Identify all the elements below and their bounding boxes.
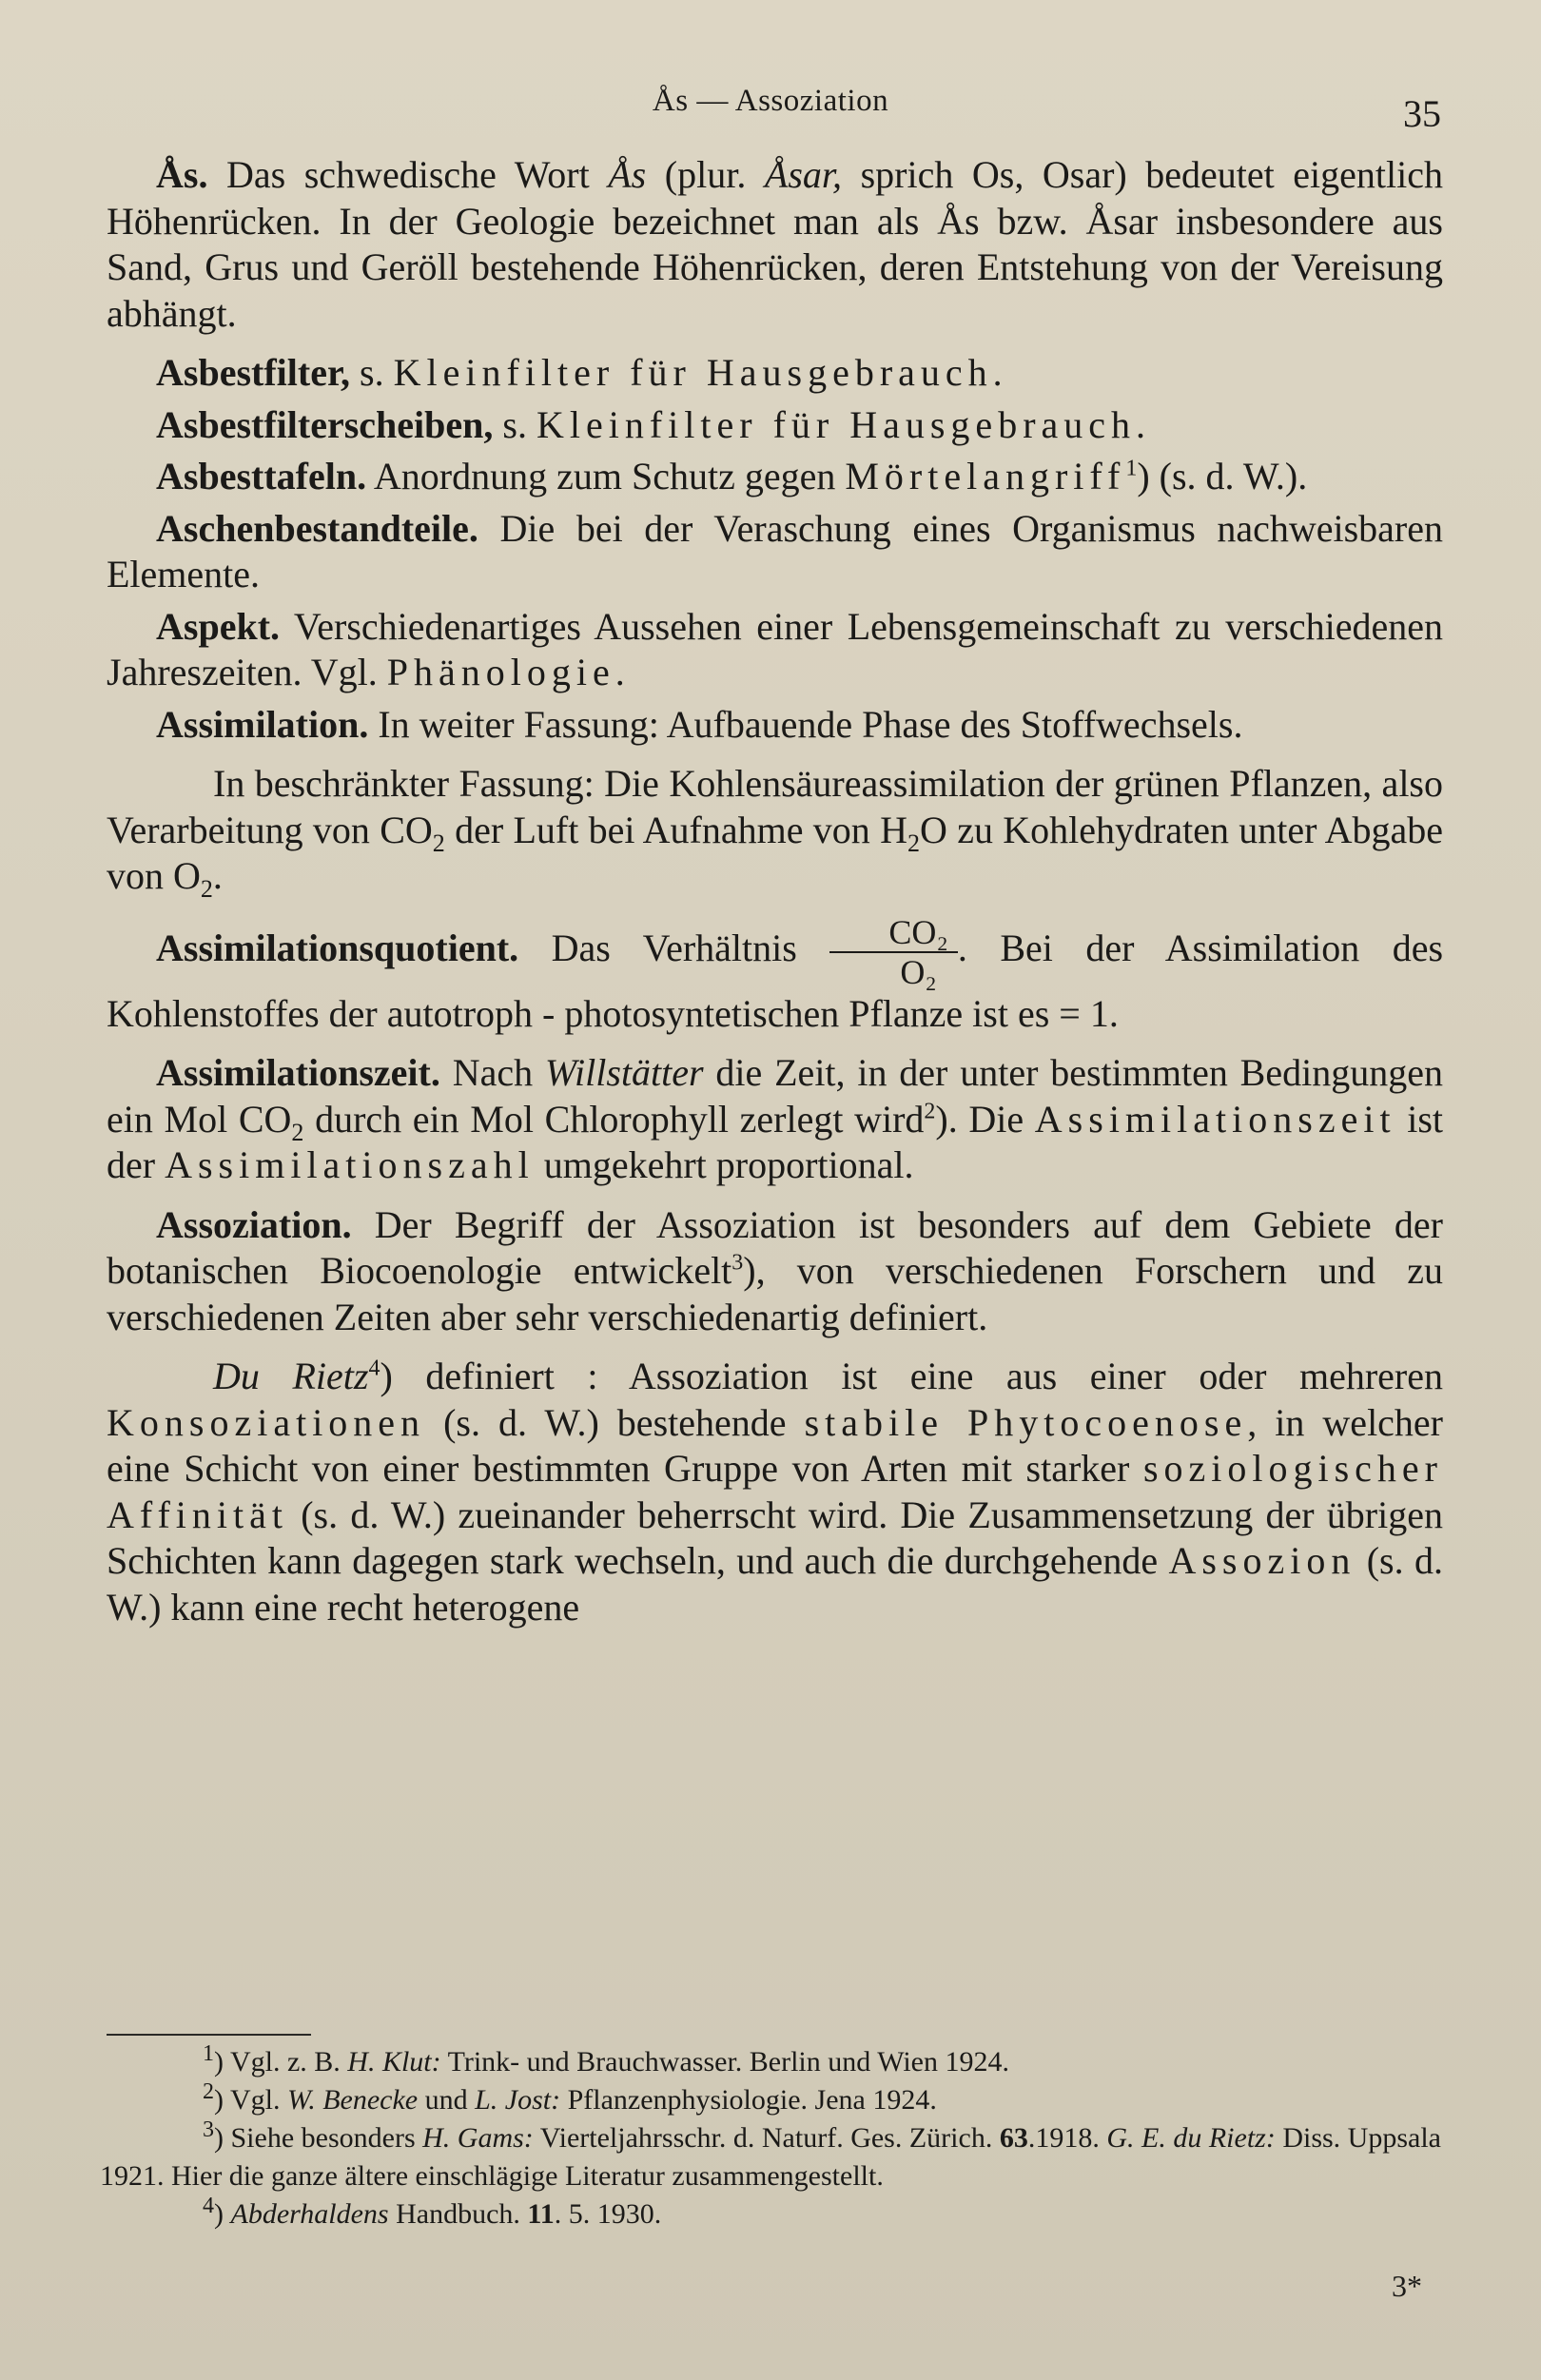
entry-term: Assimilationsquotient. [156, 926, 519, 969]
signature-mark: 3* [1392, 2269, 1422, 2303]
entry-as: Ås. Das schwedische Wort Ås (plur. Åsar, sprich Os, Osar) bedeutet eigentlich Höhenrücken. In der Geologie bezeichnet man als Ås bzw. Åsar insbesondere aus Sand, Grus und Geröll bestehende Höhenrücken, deren Entstehung von der Vereisung abhängt. [107, 153, 1444, 335]
footnote-mark: 4 [368, 1356, 380, 1381]
entry-assoziation: Assoziation. Der Begriff der Assoziation ist besonders auf dem Gebiete der botanischen Biocoenologie entwickelt$^3$), von verschiedenen Forschern und zu verschiedenen Zeiten aber sehr verschiedenartig definiert. [107, 1202, 1443, 1338]
entry-term: Ås. [156, 153, 208, 196]
entry-asbestfilterscheiben: Asbestfilterscheiben, s. Kleinfilter für Hausgebrauch. [156, 402, 1146, 446]
cross-reference: Assozion [1168, 1539, 1356, 1582]
entry-aschenbestandteile: Aschenbestandteile. Die bei der Veraschung eines Organismus nachweisbaren Elemente. [107, 506, 1443, 595]
footnote-1: $^1$) Vgl. z. B. H. Klut: Trink- und Brauchwasser. Berlin und Wien 1924. [203, 2041, 1009, 2078]
cross-reference: Assimilationszeit [1034, 1097, 1396, 1141]
cross-reference: Assimilationszahl [165, 1143, 535, 1186]
entry-assimilation: Assimilation. In weiter Fassung: Aufbauende Phase des Stoffwechsels. [156, 702, 1243, 746]
cross-reference: Kleinfilter für Hausgebrauch [536, 402, 1137, 446]
footnote-4: $^4$) Abderhaldens Handbuch. 11. 5. 1930. [203, 2194, 662, 2230]
footnote-mark: 2 [924, 1099, 936, 1124]
entry-assimilationszeit: Assimilationszeit. Nach Willstätter die Zeit, in der unter bestimmten Bedingungen ein Mol $CO_2$ durch ein Mol Chlorophyll zerlegt wird$^2$). Die Assimilationszeit ist der Assimilationszahl umgekehrt proportional. [107, 1051, 1444, 1186]
page-header [0, 84, 1541, 135]
cross-reference: stabile Phytocoenose [804, 1400, 1248, 1444]
cross-reference: soziologischer Affinität [107, 1447, 1443, 1536]
entry-term: Asbesttafeln. [156, 455, 367, 497]
author-name: Willstätter [544, 1051, 704, 1094]
body-text [107, 152, 1443, 1644]
footnote-rule [107, 2034, 311, 2036]
entry-aspekt: Aspekt. Verschiedenartiges Aussehen einer Lebensgemeinschaft zu verschiedenen Jahreszeiten. Vgl. Phänologie. [107, 604, 1443, 693]
author-name: Du Rietz [213, 1355, 369, 1397]
fraction-numerator: CO₂ [829, 913, 958, 953]
footnotes [100, 2043, 1441, 2234]
assoziation-paragraph-2: Du Rietz$^4$) definiert : Assoziation ist eine aus einer oder mehreren Konsoziationen (s. d. W.) bestehende stabile Phytocoenose, in welcher eine Schicht von einer bestimmten Gruppe von Arten mit starker soziologischer Affinität (s. d. W.) zueinander beherrscht wird. Die Zusammensetzung der übrigen Schichten kann dagegen stark wechseln, und auch die durchgehende Assozion (s. d. W.) kann eine recht heterogene [107, 1355, 1444, 1629]
running-head: Ås — Assoziation [652, 84, 889, 118]
footnote-mark: 3 [731, 1250, 744, 1276]
assimilation-paragraph-2: In beschränkter Fassung: Die Kohlensäureassimilation der grünen Pflanzen, also Verarbeitung von $CO_2$ der Luft bei Aufnahme von $H_2O$ zu Kohlehydraten unter Abgabe von $O_2$. [107, 762, 1443, 903]
entry-term: Asbestfilter, [156, 351, 351, 394]
entry-term: Aschenbestandteile. [156, 506, 478, 550]
entry-term: Assimilation. [156, 702, 369, 746]
entry-term: Assimilationszeit. [156, 1051, 440, 1094]
cross-reference: Phänologie [386, 651, 615, 693]
cross-reference: Mörtelangriff [845, 455, 1126, 497]
entry-term: Assoziation. [156, 1202, 352, 1246]
entry-asbesttafeln: Asbesttafeln. Anordnung zum Schutz gegen Mörtelangriff$^1$) (s. d. W.). [156, 455, 1308, 497]
cross-reference: Konsoziationen [107, 1400, 426, 1444]
cross-reference: Kleinfilter für Hausgebrauch [393, 351, 993, 394]
fraction-denominator: O₂ [900, 952, 937, 991]
page-number: 35 [1403, 92, 1441, 135]
footnote-mark: 1 [1125, 456, 1138, 481]
footnote-3: $^3$) Siehe besonders H. Gams: Vierteljahrsschr. d. Naturf. Ges. Zürich. 63.1918. G. E. du Rietz: Diss. Uppsala 1921. Hier die ganze ältere einschlägige Literatur zusammengestellt. [100, 2117, 1441, 2192]
fraction [829, 913, 958, 991]
entry-term: Aspekt. [156, 604, 281, 648]
entry-term: Asbestfilterscheiben, [156, 402, 494, 446]
entry-asbestfilter: Asbestfilter, s. Kleinfilter für Hausgebrauch. [156, 351, 1003, 394]
entry-assimilationsquotient: Assimilationsquotient. Das Verhältnis $\frac{\text{CO₂}}{\text{O₂}}$ . Bei der Assimilation des Kohlenstoffes der autotroph - photosyntetischen Pflanze ist es = 1. [107, 912, 1444, 1035]
footnote-2: $^2$) Vgl. W. Benecke und L. Jost: Pflanzenphysiologie. Jena 1924. [203, 2079, 937, 2116]
